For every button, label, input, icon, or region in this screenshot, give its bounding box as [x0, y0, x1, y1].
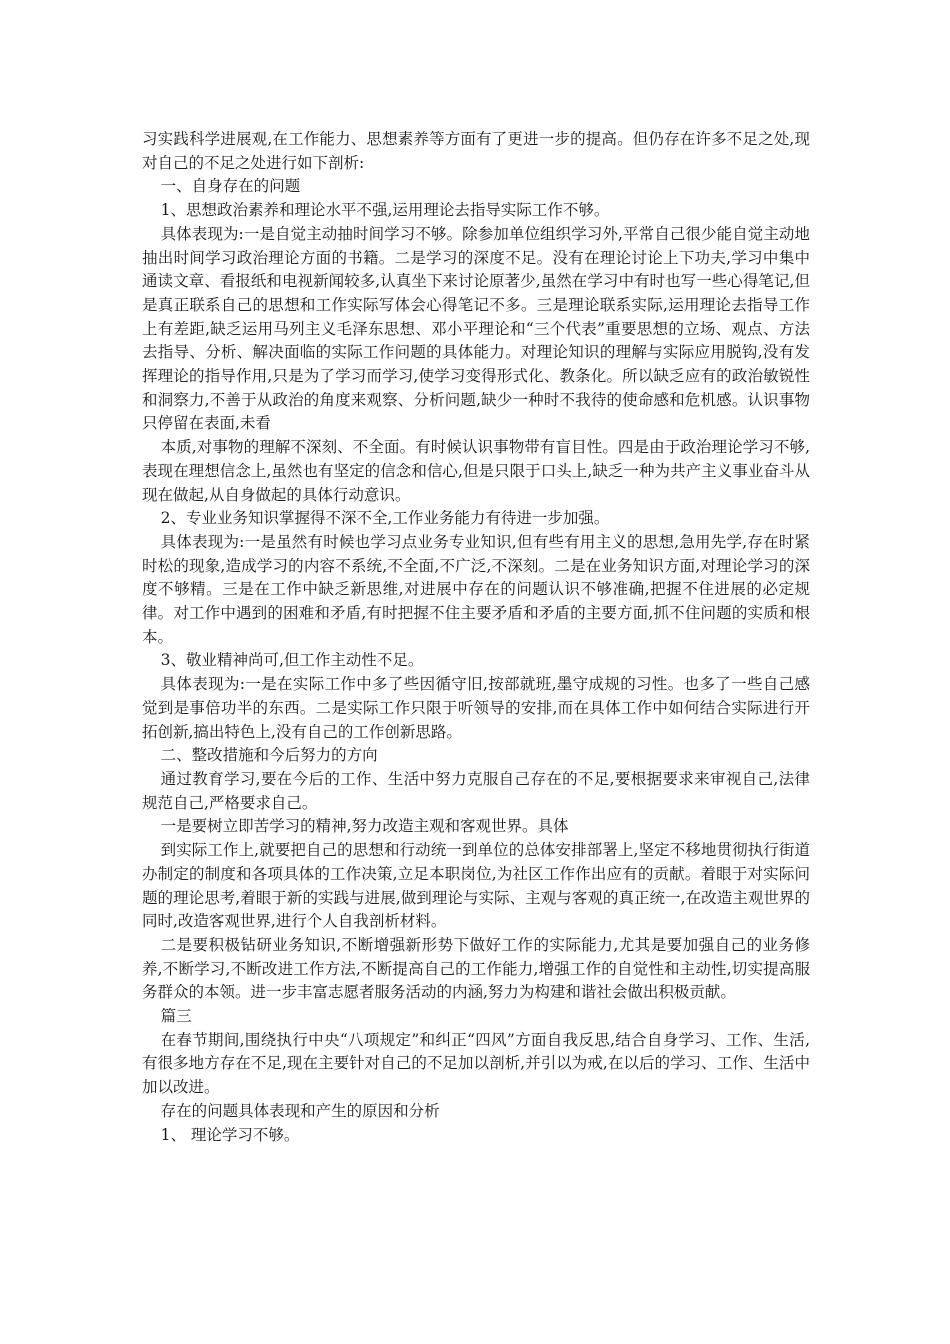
subsection-heading: 1、思想政治素养和理论水平不强,运用理论去指导实际工作不够。	[160, 201, 610, 220]
section-heading: 一、自身存在的问题	[160, 177, 301, 196]
paragraph: 具体表现为:一是自觉主动抽时间学习不够。除参加单位组织学习外,平常自己很少能自觉主动地抽出时间学习政治理论方面的书籍。二是学习的深度不足。没有在理论讨论上下功夫,学习中集中通读文章、看报纸和电视新闻较多,认真坐下来讨论原著少,虽然在学习中有时也写一些心得笔记,但是真正联系自己的思想和工作实际写体会心得笔记不多。三是理论联系实际,运用理论去指导工作上有差距,缺乏运用马列主义毛泽东思想、邓小平理论和“三个代表”重要思想的立场、观点、方法去指导、分析、解决面临的实际工作问题的具体能力。对理论知识的理解与实际应用脱钩,没有发挥理论的指导作用,只是为了学习而学习,使学习变得形式化、教条化。所以缺乏应有的政治敏锐性和洞察力,不善于从政治的角度来观察、分析问题,缺少一种时不我待的使命感和危机感。认识事物只停留在表面,未看	[142, 224, 810, 433]
paragraph: 具体表现为:一是在实际工作中多了些因循守旧,按部就班,墨守成规的习性。也多了一些自己感觉到是事倍功半的东西。二是实际工作只限于听领导的安排,而在具体工作中如何结合实际进行开拓创新,搞出特色上,没有自己的工作创新思路。	[142, 675, 810, 741]
subsection-heading: 1、 理论学习不够。	[160, 1125, 300, 1144]
chapter-heading: 篇三	[160, 1007, 192, 1026]
section-heading: 二、整改措施和今后努力的方向	[160, 746, 378, 765]
paragraph: 到实际工作上,就要把自己的思想和行动统一到单位的总体安排部署上,坚定不移地贯彻执行街道办制定的制度和各项具体的工作决策,立足本职岗位,为社区工作作出应有的贡献。着眼于对实际问题的理论思考,着眼于新的实践与进展,做到理论与实际、主观与客观的真正统一,在改造主观世界的同时,改造客观世界,进行个人自我剖析材料。	[142, 841, 810, 931]
paragraph: 本质,对事物的理解不深刻、不全面。有时候认识事物带有盲目性。四是由于政治理论学习不够,表现在理想信念上,虽然也有坚定的信念和信心,但是只限于口头上,缺乏一种为共产主义事业奋斗从现在做起,从自身做起的具体行动意识。	[142, 438, 810, 504]
subsection-heading: 2、专业业务知识掌握得不深不全,工作业务能力有待进一步加强。	[160, 509, 610, 528]
paragraph: 二是要积极钻研业务知识,不断增强新形势下做好工作的实际能力,尤其是要加强自己的业务修养,不断学习,不断改进工作方法,不断提高自己的工作能力,增强工作的自觉性和主动性,切实提高服务群众的本领。进一步丰富志愿者服务活动的内涵,努力为构建和谐社会做出积极贡献。	[142, 935, 810, 1002]
paragraph: 具体表现为:一是虽然有时候也学习点业务专业知识,但有些有用主义的思想,急用先学,存在时紧时松的现象,造成学习的内容不系统,不全面,不广泛,不深刻。二是在业务知识方面,对理论学习的深度不够精。三是在工作中缺乏新思维,对进展中存在的问题认识不够准确,把握不住进展的必定规律。对工作中遇到的困难和矛盾,有时把握不住主要矛盾和矛盾的主要方面,抓不住问题的实质和根本。	[142, 532, 810, 646]
section-heading: 存在的问题具体表现和产生的原因和分析	[160, 1101, 440, 1120]
paragraph: 习实践科学进展观,在工作能力、思想素养等方面有了更进一步的提高。但仍存在许多不足之处,现对自己的不足之处进行如下剖析:	[142, 130, 810, 172]
paragraph: 通过教育学习,要在今后的工作、生活中努力克服自己存在的不足,要根据要求来审视自己,法律规范自己,严格要求自己。	[142, 769, 810, 812]
paragraph: 一是要树立即苦学习的精神,努力改造主观和客观世界。具体	[160, 817, 569, 836]
paragraph: 在春节期间,围绕执行中央“八项规定”和纠正“四风”方面自我反思,结合自身学习、工作、生活, 有很多地方存在不足,现在主要针对自己的不足加以剖析,并引以为戒,在以后的学习、工作、生活中加以改进。	[142, 1030, 810, 1097]
subsection-heading: 3、敬业精神尚可,但工作主动性不足。	[160, 651, 424, 670]
document-body	[142, 128, 810, 1147]
